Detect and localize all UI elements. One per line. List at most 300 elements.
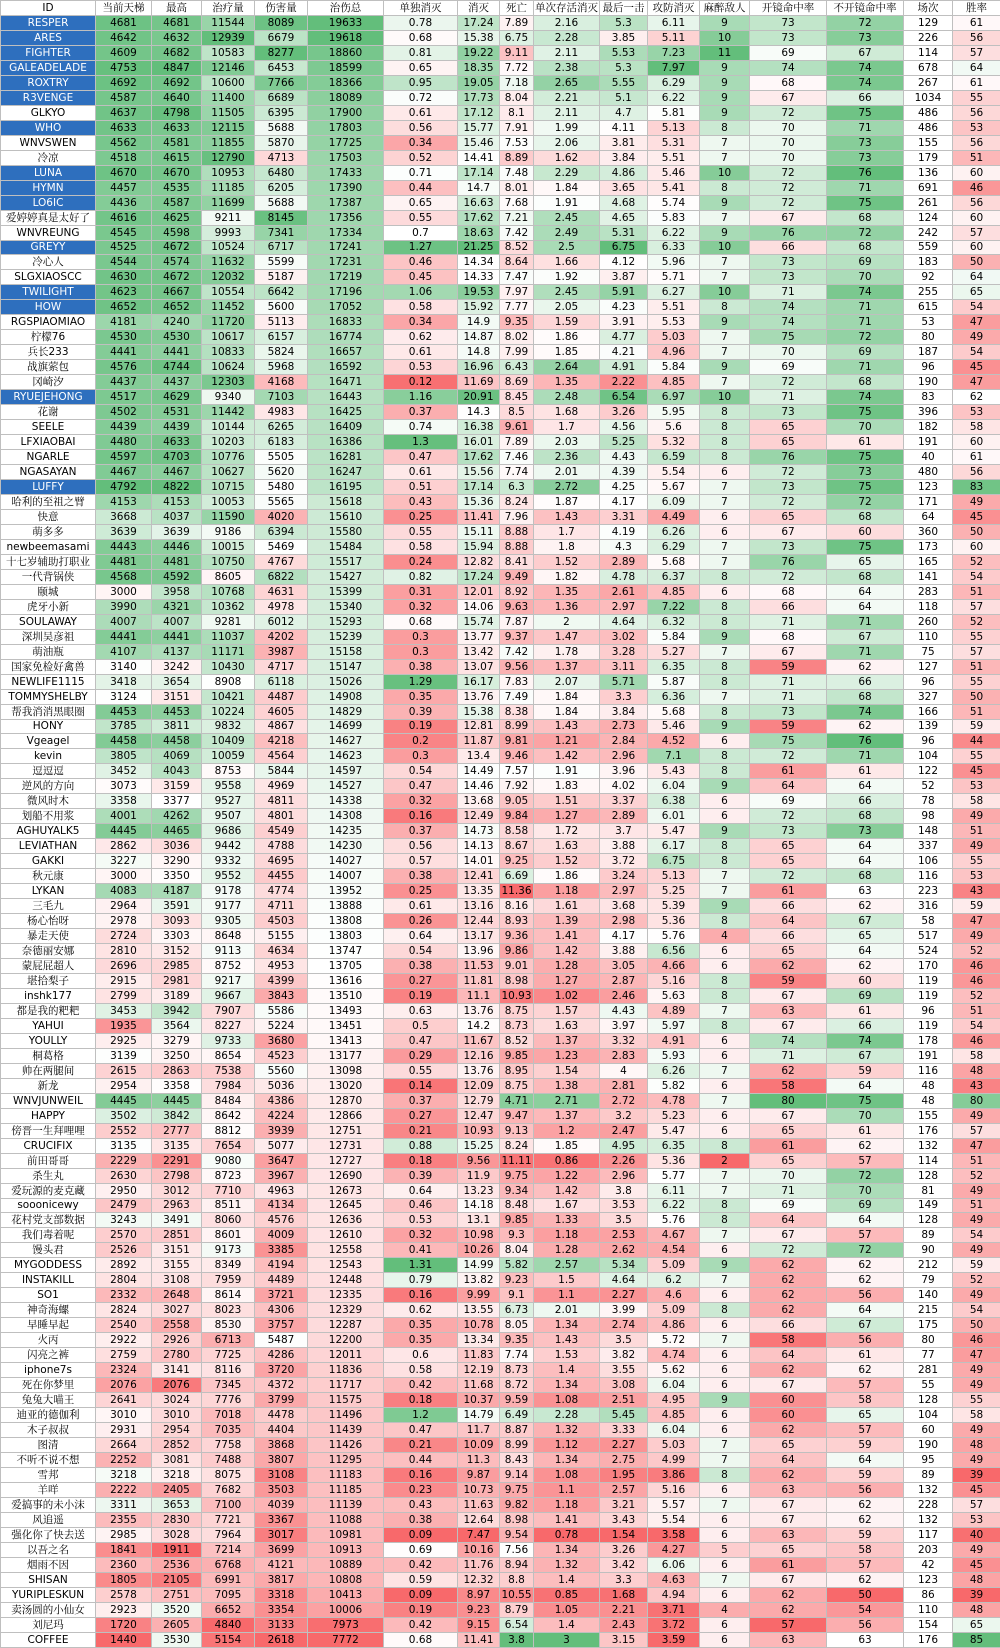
cell-highest: 2851 bbox=[152, 1228, 202, 1243]
cell-deaths: 8.01 bbox=[500, 180, 534, 195]
cell-unscoped-accuracy: 62 bbox=[827, 1572, 904, 1587]
cell-current-ladder: 2360 bbox=[96, 1557, 152, 1572]
cell-final-blows: 3.26 bbox=[600, 405, 648, 420]
cell-heal-damage-total: 13020 bbox=[308, 1078, 384, 1093]
cell-objective-kills: 5.27 bbox=[648, 644, 700, 659]
cell-deaths: 7.77 bbox=[500, 300, 534, 315]
cell-deaths: 8.24 bbox=[500, 494, 534, 509]
cell-unscoped-accuracy: 71 bbox=[827, 644, 904, 659]
cell-solo-kills: 0.64 bbox=[384, 1183, 458, 1198]
cell-unscoped-accuracy: 59 bbox=[827, 1467, 904, 1482]
cell-final-blows: 4.65 bbox=[600, 210, 648, 225]
cell-heal-damage-total: 12751 bbox=[308, 1123, 384, 1138]
cell-win-rate: 58 bbox=[953, 420, 1000, 435]
cell-current-ladder: 3124 bbox=[96, 689, 152, 704]
cell-games: 190 bbox=[904, 1438, 953, 1453]
cell-eliminations: 15.46 bbox=[458, 135, 500, 150]
cell-deaths: 9.23 bbox=[500, 1273, 534, 1288]
cell-final-blows: 2.22 bbox=[600, 375, 648, 390]
cell-win-rate: 54 bbox=[953, 345, 1000, 360]
cell-eliminations: 10.78 bbox=[458, 1318, 500, 1333]
cell-damage: 5155 bbox=[255, 929, 308, 944]
cell-solo-kills: 0.65 bbox=[384, 60, 458, 75]
cell-healing: 7538 bbox=[202, 1063, 255, 1078]
cell-objective-kills: 4.85 bbox=[648, 1408, 700, 1423]
table-row bbox=[1, 1183, 1000, 1198]
cell-solo-kills: 0.39 bbox=[384, 1168, 458, 1183]
cell-healing: 8605 bbox=[202, 569, 255, 584]
cell-damage: 5565 bbox=[255, 494, 308, 509]
cell-games: 89 bbox=[904, 1228, 953, 1243]
cell-kills-per-life: 1.27 bbox=[534, 973, 600, 988]
cell-eliminations: 16.63 bbox=[458, 195, 500, 210]
cell-heal-damage-total: 18860 bbox=[308, 45, 384, 60]
cell-id: 堪拾梨子 bbox=[1, 973, 96, 988]
cell-kills-per-life: 1.63 bbox=[534, 1018, 600, 1033]
cell-games: 106 bbox=[904, 854, 953, 869]
table-row bbox=[1, 539, 1000, 554]
cell-healing: 9178 bbox=[202, 884, 255, 899]
cell-damage: 6394 bbox=[255, 524, 308, 539]
table-row bbox=[1, 554, 1000, 569]
cell-solo-kills: 0.19 bbox=[384, 719, 458, 734]
table-row bbox=[1, 165, 1000, 180]
cell-heal-damage-total: 12636 bbox=[308, 1213, 384, 1228]
cell-final-blows: 5.71 bbox=[600, 674, 648, 689]
cell-heal-damage-total: 12335 bbox=[308, 1288, 384, 1303]
cell-win-rate: 48 bbox=[953, 1438, 1000, 1453]
cell-solo-kills: 0.55 bbox=[384, 524, 458, 539]
cell-win-rate: 49 bbox=[953, 1108, 1000, 1123]
cell-damage: 5824 bbox=[255, 345, 308, 360]
cell-current-ladder: 4007 bbox=[96, 614, 152, 629]
cell-deaths: 7.46 bbox=[500, 450, 534, 465]
cell-win-rate: 55 bbox=[953, 629, 1000, 644]
cell-games: 255 bbox=[904, 285, 953, 300]
cell-solo-kills: 0.37 bbox=[384, 1093, 458, 1108]
cell-sleeped-enemies: 8 bbox=[700, 614, 750, 629]
cell-highest: 3108 bbox=[152, 1273, 202, 1288]
cell-highest: 3842 bbox=[152, 1108, 202, 1123]
cell-deaths: 8.98 bbox=[500, 1512, 534, 1527]
cell-id: 萌油瓶 bbox=[1, 644, 96, 659]
cell-win-rate: 46 bbox=[953, 1333, 1000, 1348]
cell-objective-kills: 5.93 bbox=[648, 1048, 700, 1063]
cell-eliminations: 16.96 bbox=[458, 360, 500, 375]
cell-objective-kills: 6.22 bbox=[648, 1198, 700, 1213]
cell-objective-kills: 6.59 bbox=[648, 450, 700, 465]
cell-games: 78 bbox=[904, 794, 953, 809]
cell-healing: 9993 bbox=[202, 225, 255, 240]
cell-healing: 10600 bbox=[202, 75, 255, 90]
cell-highest: 3350 bbox=[152, 869, 202, 884]
cell-eliminations: 15.77 bbox=[458, 120, 500, 135]
cell-healing: 7721 bbox=[202, 1512, 255, 1527]
cell-win-rate: 85 bbox=[953, 1632, 1000, 1647]
cell-scoped-accuracy: 60 bbox=[750, 1408, 827, 1423]
cell-win-rate: 55 bbox=[953, 90, 1000, 105]
cell-scoped-accuracy: 67 bbox=[750, 210, 827, 225]
cell-current-ladder: 3453 bbox=[96, 1003, 152, 1018]
cell-final-blows: 2.73 bbox=[600, 719, 648, 734]
cell-highest: 4007 bbox=[152, 614, 202, 629]
cell-highest: 3010 bbox=[152, 1408, 202, 1423]
cell-id: LEVIATHAN bbox=[1, 839, 96, 854]
cell-games: 136 bbox=[904, 165, 953, 180]
cell-highest: 4069 bbox=[152, 749, 202, 764]
cell-solo-kills: 1.27 bbox=[384, 240, 458, 255]
cell-sleeped-enemies: 7 bbox=[700, 135, 750, 150]
cell-kills-per-life: 1.34 bbox=[534, 1318, 600, 1333]
cell-damage: 5620 bbox=[255, 465, 308, 480]
cell-objective-kills: 5.77 bbox=[648, 1168, 700, 1183]
cell-id: GREYY bbox=[1, 240, 96, 255]
cell-win-rate: 50 bbox=[953, 524, 1000, 539]
cell-sleeped-enemies: 9 bbox=[700, 1393, 750, 1408]
cell-deaths: 9.46 bbox=[500, 749, 534, 764]
cell-sleeped-enemies: 7 bbox=[700, 554, 750, 569]
cell-sleeped-enemies: 8 bbox=[700, 839, 750, 854]
cell-final-blows: 5.45 bbox=[600, 1408, 648, 1423]
table-row bbox=[1, 1497, 1000, 1512]
cell-kills-per-life: 1.85 bbox=[534, 345, 600, 360]
cell-win-rate: 45 bbox=[953, 1557, 1000, 1572]
cell-deaths: 9.75 bbox=[500, 1482, 534, 1497]
cell-highest: 3639 bbox=[152, 524, 202, 539]
cell-scoped-accuracy: 72 bbox=[750, 180, 827, 195]
cell-id: 兵长233 bbox=[1, 345, 96, 360]
cell-damage: 4487 bbox=[255, 689, 308, 704]
cell-objective-kills: 5.53 bbox=[648, 315, 700, 330]
cell-final-blows: 3.21 bbox=[600, 1497, 648, 1512]
cell-heal-damage-total: 11183 bbox=[308, 1467, 384, 1482]
cell-win-rate: 43 bbox=[953, 884, 1000, 899]
header-objective-kills: 攻防消灭 bbox=[648, 1, 700, 16]
cell-kills-per-life: 1.42 bbox=[534, 1183, 600, 1198]
cell-solo-kills: 0.47 bbox=[384, 779, 458, 794]
cell-current-ladder: 2964 bbox=[96, 899, 152, 914]
cell-solo-kills: 0.63 bbox=[384, 1003, 458, 1018]
cell-objective-kills: 3.58 bbox=[648, 1527, 700, 1542]
table-row bbox=[1, 420, 1000, 435]
cell-final-blows: 5.55 bbox=[600, 75, 648, 90]
cell-win-rate: 57 bbox=[953, 45, 1000, 60]
cell-eliminations: 14.9 bbox=[458, 315, 500, 330]
cell-id: 我们毒着呢 bbox=[1, 1228, 96, 1243]
cell-damage: 4020 bbox=[255, 509, 308, 524]
cell-kills-per-life: 0.86 bbox=[534, 1153, 600, 1168]
cell-eliminations: 9.56 bbox=[458, 1153, 500, 1168]
cell-damage: 4489 bbox=[255, 1273, 308, 1288]
cell-deaths: 8.1 bbox=[500, 105, 534, 120]
cell-solo-kills: 0.79 bbox=[384, 1273, 458, 1288]
cell-objective-kills: 5.41 bbox=[648, 180, 700, 195]
cell-games: 90 bbox=[904, 1243, 953, 1258]
table-row bbox=[1, 524, 1000, 539]
cell-id: 爱搞事的未小沫 bbox=[1, 1497, 96, 1512]
cell-objective-kills: 6.11 bbox=[648, 15, 700, 30]
cell-final-blows: 3.2 bbox=[600, 1108, 648, 1123]
cell-heal-damage-total: 11185 bbox=[308, 1482, 384, 1497]
cell-final-blows: 4.17 bbox=[600, 929, 648, 944]
cell-id: 颐城 bbox=[1, 584, 96, 599]
cell-current-ladder: 2724 bbox=[96, 929, 152, 944]
table-row bbox=[1, 1452, 1000, 1467]
cell-sleeped-enemies: 7 bbox=[700, 1183, 750, 1198]
cell-damage: 3967 bbox=[255, 1168, 308, 1183]
cell-highest: 3155 bbox=[152, 1258, 202, 1273]
cell-current-ladder: 2630 bbox=[96, 1168, 152, 1183]
cell-solo-kills: 0.62 bbox=[384, 1303, 458, 1318]
cell-sleeped-enemies: 9 bbox=[700, 779, 750, 794]
cell-kills-per-life: 2.65 bbox=[534, 75, 600, 90]
header-win-rate: 胜率 bbox=[953, 1, 1000, 16]
cell-objective-kills: 5.25 bbox=[648, 884, 700, 899]
cell-healing: 11720 bbox=[202, 315, 255, 330]
cell-id: 三毛九 bbox=[1, 899, 96, 914]
cell-current-ladder: 4181 bbox=[96, 315, 152, 330]
cell-healing: 9211 bbox=[202, 210, 255, 225]
cell-unscoped-accuracy: 69 bbox=[827, 988, 904, 1003]
cell-damage: 4867 bbox=[255, 719, 308, 734]
cell-games: 92 bbox=[904, 270, 953, 285]
cell-final-blows: 2.98 bbox=[600, 914, 648, 929]
cell-heal-damage-total: 18366 bbox=[308, 75, 384, 90]
cell-current-ladder: 4502 bbox=[96, 405, 152, 420]
cell-damage: 3987 bbox=[255, 644, 308, 659]
cell-win-rate: 53 bbox=[953, 120, 1000, 135]
cell-win-rate: 49 bbox=[953, 1183, 1000, 1198]
cell-current-ladder: 3805 bbox=[96, 749, 152, 764]
cell-sleeped-enemies: 7 bbox=[700, 1333, 750, 1348]
cell-final-blows: 3.91 bbox=[600, 315, 648, 330]
cell-heal-damage-total: 12011 bbox=[308, 1348, 384, 1363]
cell-damage: 4963 bbox=[255, 1183, 308, 1198]
cell-deaths: 9.54 bbox=[500, 1527, 534, 1542]
cell-objective-kills: 4.74 bbox=[648, 1348, 700, 1363]
table-row bbox=[1, 1213, 1000, 1228]
cell-win-rate: 54 bbox=[953, 1303, 1000, 1318]
cell-damage: 4202 bbox=[255, 629, 308, 644]
table-row bbox=[1, 959, 1000, 974]
table-row bbox=[1, 1617, 1000, 1632]
table-row bbox=[1, 629, 1000, 644]
cell-deaths: 7.97 bbox=[500, 285, 534, 300]
cell-eliminations: 16.01 bbox=[458, 435, 500, 450]
cell-current-ladder: 4562 bbox=[96, 135, 152, 150]
cell-objective-kills: 6.29 bbox=[648, 539, 700, 554]
table-row bbox=[1, 255, 1000, 270]
cell-current-ladder: 2950 bbox=[96, 1183, 152, 1198]
cell-healing: 9558 bbox=[202, 779, 255, 794]
cell-id: iphone7s bbox=[1, 1363, 96, 1378]
cell-current-ladder: 4001 bbox=[96, 809, 152, 824]
cell-kills-per-life: 2.11 bbox=[534, 45, 600, 60]
cell-win-rate: 49 bbox=[953, 929, 1000, 944]
cell-unscoped-accuracy: 76 bbox=[827, 165, 904, 180]
cell-kills-per-life: 1.2 bbox=[534, 1123, 600, 1138]
cell-healing: 7725 bbox=[202, 1348, 255, 1363]
cell-unscoped-accuracy: 74 bbox=[827, 75, 904, 90]
cell-current-ladder: 3668 bbox=[96, 509, 152, 524]
cell-unscoped-accuracy: 68 bbox=[827, 210, 904, 225]
cell-highest: 4467 bbox=[152, 465, 202, 480]
cell-highest: 2863 bbox=[152, 1063, 202, 1078]
cell-healing: 7018 bbox=[202, 1408, 255, 1423]
cell-kills-per-life: 1.1 bbox=[534, 1288, 600, 1303]
cell-damage: 2618 bbox=[255, 1632, 308, 1647]
cell-deaths: 9.01 bbox=[500, 959, 534, 974]
cell-damage: 3385 bbox=[255, 1243, 308, 1258]
cell-id: RGSPIAOMIAO bbox=[1, 315, 96, 330]
cell-healing: 10715 bbox=[202, 480, 255, 495]
cell-objective-kills: 4.95 bbox=[648, 1393, 700, 1408]
cell-final-blows: 3.31 bbox=[600, 509, 648, 524]
cell-games: 117 bbox=[904, 1527, 953, 1542]
table-row bbox=[1, 285, 1000, 300]
cell-solo-kills: 0.51 bbox=[384, 480, 458, 495]
cell-games: 122 bbox=[904, 764, 953, 779]
cell-objective-kills: 5.13 bbox=[648, 869, 700, 884]
cell-objective-kills: 5.6 bbox=[648, 420, 700, 435]
cell-solo-kills: 0.09 bbox=[384, 1587, 458, 1602]
cell-objective-kills: 5.76 bbox=[648, 1213, 700, 1228]
cell-heal-damage-total: 15580 bbox=[308, 524, 384, 539]
cell-highest: 2605 bbox=[152, 1617, 202, 1632]
cell-highest: 4574 bbox=[152, 255, 202, 270]
cell-current-ladder: 4753 bbox=[96, 60, 152, 75]
cell-healing: 8614 bbox=[202, 1288, 255, 1303]
cell-current-ladder: 2696 bbox=[96, 959, 152, 974]
cell-current-ladder: 4544 bbox=[96, 255, 152, 270]
cell-solo-kills: 0.43 bbox=[384, 494, 458, 509]
cell-final-blows: 2.74 bbox=[600, 1318, 648, 1333]
cell-solo-kills: 0.26 bbox=[384, 914, 458, 929]
cell-unscoped-accuracy: 72 bbox=[827, 1243, 904, 1258]
cell-win-rate: 61 bbox=[953, 15, 1000, 30]
cell-id: 萌多多 bbox=[1, 524, 96, 539]
cell-damage: 6689 bbox=[255, 90, 308, 105]
cell-current-ladder: 2799 bbox=[96, 988, 152, 1003]
cell-eliminations: 18.35 bbox=[458, 60, 500, 75]
cell-deaths: 8.87 bbox=[500, 1423, 534, 1438]
cell-highest: 4822 bbox=[152, 480, 202, 495]
cell-current-ladder: 1841 bbox=[96, 1542, 152, 1557]
cell-id: GAKKI bbox=[1, 854, 96, 869]
cell-unscoped-accuracy: 54 bbox=[827, 1602, 904, 1617]
cell-highest: 3242 bbox=[152, 659, 202, 674]
cell-eliminations: 11.53 bbox=[458, 959, 500, 974]
cell-solo-kills: 0.31 bbox=[384, 584, 458, 599]
cell-deaths: 9.36 bbox=[500, 929, 534, 944]
cell-damage: 3817 bbox=[255, 1572, 308, 1587]
cell-highest: 4441 bbox=[152, 345, 202, 360]
cell-scoped-accuracy: 67 bbox=[750, 1108, 827, 1123]
cell-unscoped-accuracy: 72 bbox=[827, 15, 904, 30]
cell-kills-per-life: 1.54 bbox=[534, 1063, 600, 1078]
cell-games: 95 bbox=[904, 1452, 953, 1467]
cell-solo-kills: 0.58 bbox=[384, 300, 458, 315]
cell-final-blows: 4.91 bbox=[600, 360, 648, 375]
cell-kills-per-life: 1.4 bbox=[534, 1617, 600, 1632]
table-row bbox=[1, 270, 1000, 285]
cell-eliminations: 9.23 bbox=[458, 1602, 500, 1617]
cell-kills-per-life: 1.85 bbox=[534, 1138, 600, 1153]
header-eliminations: 消灭 bbox=[458, 1, 500, 16]
cell-final-blows: 2.27 bbox=[600, 1438, 648, 1453]
cell-eliminations: 11.81 bbox=[458, 973, 500, 988]
cell-damage: 4224 bbox=[255, 1108, 308, 1123]
cell-deaths: 9.1 bbox=[500, 1288, 534, 1303]
cell-unscoped-accuracy: 70 bbox=[827, 1183, 904, 1198]
cell-healing: 9113 bbox=[202, 944, 255, 959]
cell-objective-kills: 5.87 bbox=[648, 674, 700, 689]
cell-healing: 9173 bbox=[202, 1243, 255, 1258]
cell-solo-kills: 0.2 bbox=[384, 734, 458, 749]
cell-final-blows: 4.43 bbox=[600, 450, 648, 465]
cell-id: 杀生丸 bbox=[1, 1168, 96, 1183]
cell-sleeped-enemies: 8 bbox=[700, 120, 750, 135]
cell-current-ladder: 3227 bbox=[96, 854, 152, 869]
cell-kills-per-life: 1.61 bbox=[534, 899, 600, 914]
cell-deaths: 8.43 bbox=[500, 1452, 534, 1467]
cell-current-ladder: 1935 bbox=[96, 1018, 152, 1033]
cell-scoped-accuracy: 72 bbox=[750, 105, 827, 120]
header-row bbox=[1, 1, 1000, 16]
cell-objective-kills: 4.78 bbox=[648, 1093, 700, 1108]
cell-highest: 4652 bbox=[152, 300, 202, 315]
cell-solo-kills: 0.35 bbox=[384, 689, 458, 704]
cell-kills-per-life: 2.21 bbox=[534, 90, 600, 105]
header-kills-per-life: 单次存活消灭 bbox=[534, 1, 600, 16]
cell-final-blows: 2.46 bbox=[600, 988, 648, 1003]
cell-scoped-accuracy: 65 bbox=[750, 854, 827, 869]
cell-games: 77 bbox=[904, 1348, 953, 1363]
table-row bbox=[1, 300, 1000, 315]
cell-sleeped-enemies: 9 bbox=[700, 195, 750, 210]
cell-objective-kills: 6.17 bbox=[648, 839, 700, 854]
cell-heal-damage-total: 10913 bbox=[308, 1542, 384, 1557]
cell-id: NGARLE bbox=[1, 450, 96, 465]
cell-current-ladder: 4597 bbox=[96, 450, 152, 465]
cell-sleeped-enemies: 8 bbox=[700, 420, 750, 435]
cell-games: 486 bbox=[904, 120, 953, 135]
cell-sleeped-enemies: 7 bbox=[700, 150, 750, 165]
cell-kills-per-life: 1.72 bbox=[534, 824, 600, 839]
cell-scoped-accuracy: 64 bbox=[750, 779, 827, 794]
cell-unscoped-accuracy: 73 bbox=[827, 465, 904, 480]
cell-heal-damage-total: 11496 bbox=[308, 1408, 384, 1423]
cell-unscoped-accuracy: 76 bbox=[827, 734, 904, 749]
cell-win-rate: 50 bbox=[953, 255, 1000, 270]
cell-scoped-accuracy: 70 bbox=[750, 1168, 827, 1183]
cell-win-rate: 54 bbox=[953, 1018, 1000, 1033]
cell-current-ladder: 4436 bbox=[96, 195, 152, 210]
cell-final-blows: 3.3 bbox=[600, 689, 648, 704]
cell-scoped-accuracy: 72 bbox=[750, 869, 827, 884]
cell-scoped-accuracy: 69 bbox=[750, 45, 827, 60]
cell-healing: 6991 bbox=[202, 1572, 255, 1587]
cell-final-blows: 2.97 bbox=[600, 599, 648, 614]
cell-deaths: 6.43 bbox=[500, 360, 534, 375]
cell-objective-kills: 4.89 bbox=[648, 1003, 700, 1018]
cell-objective-kills: 5.09 bbox=[648, 1303, 700, 1318]
cell-current-ladder: 3785 bbox=[96, 719, 152, 734]
cell-damage: 4978 bbox=[255, 599, 308, 614]
cell-damage: 5600 bbox=[255, 300, 308, 315]
cell-sleeped-enemies: 10 bbox=[700, 285, 750, 300]
cell-id: SEELE bbox=[1, 420, 96, 435]
